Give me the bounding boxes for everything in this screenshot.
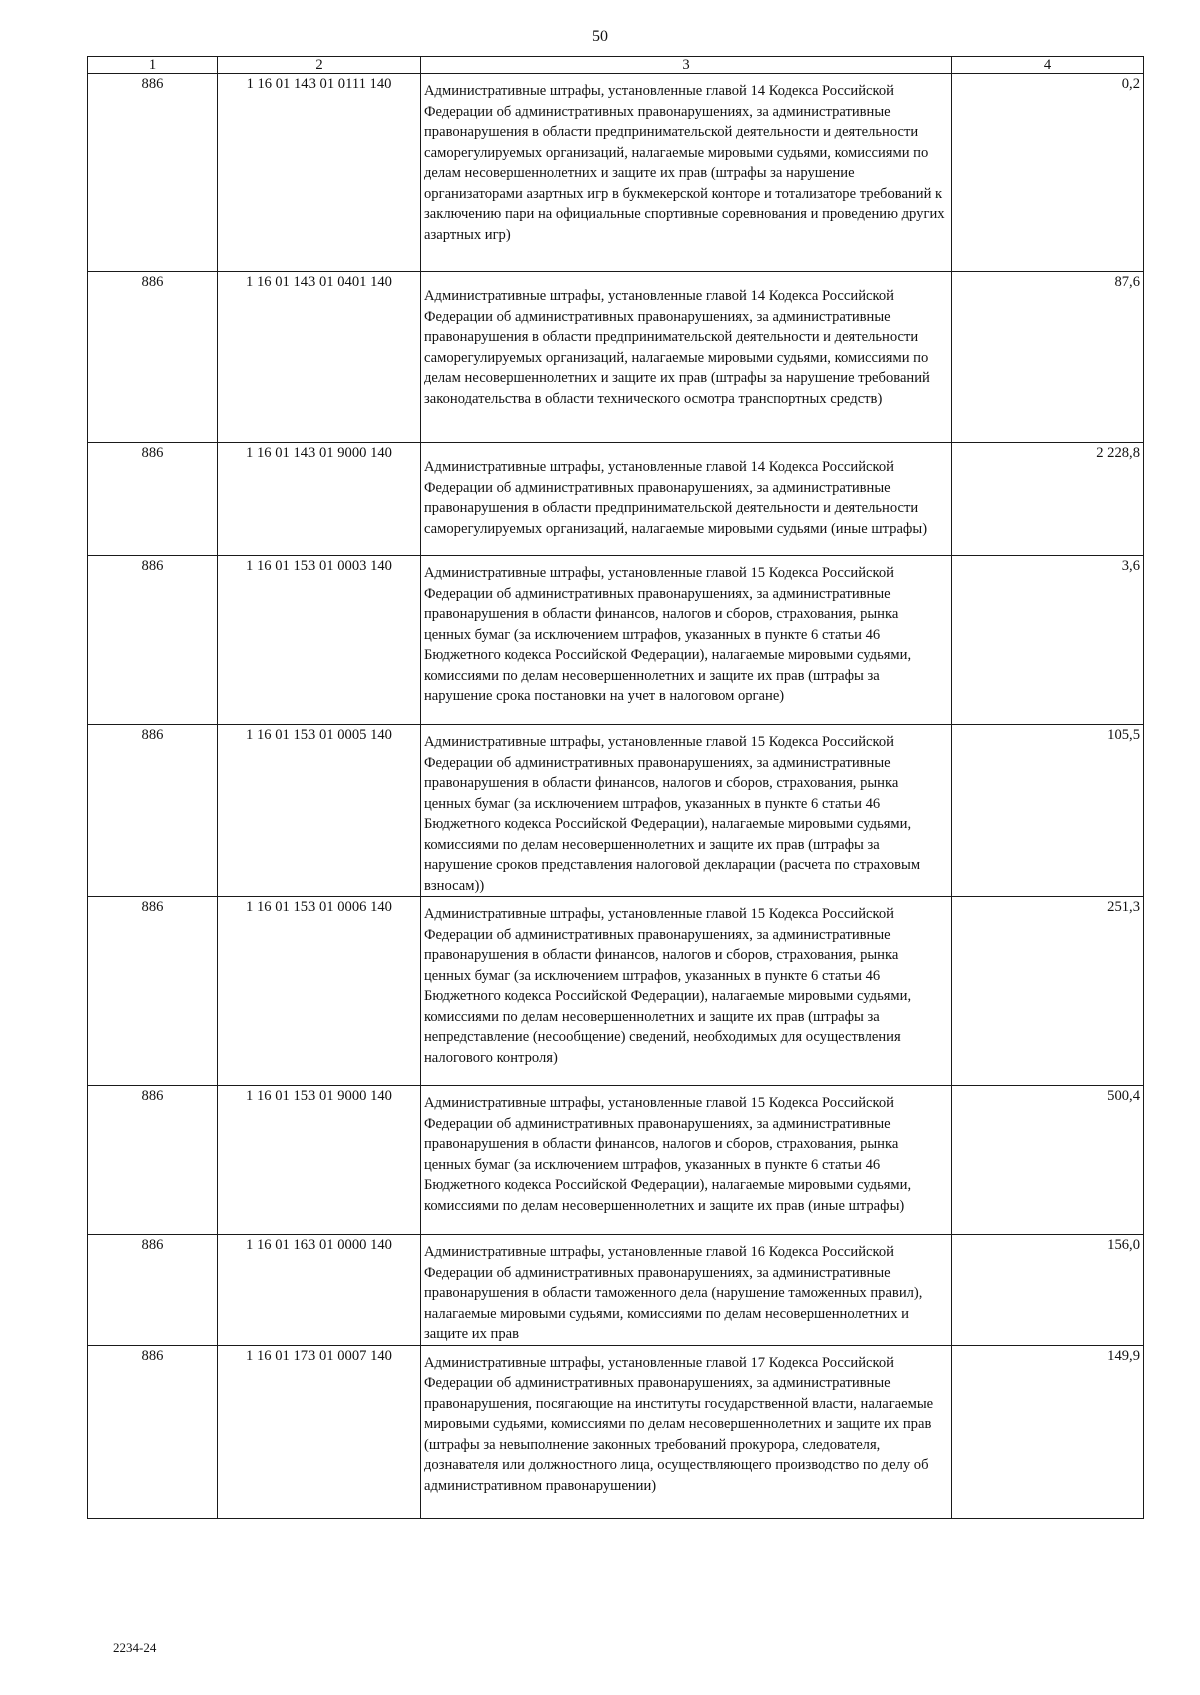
admin-code-cell: 886 — [88, 272, 218, 443]
amount-cell: 87,6 — [952, 272, 1144, 443]
admin-code-cell: 886 — [88, 725, 218, 897]
description-cell — [421, 1086, 952, 1235]
budget-code-cell: 1 16 01 173 01 0007 140 — [218, 1345, 421, 1518]
table-row — [88, 725, 1144, 897]
budget-code-cell: 1 16 01 153 01 0003 140 — [218, 556, 421, 725]
budget-revenue-table — [87, 56, 1144, 1519]
budget-code-cell: 1 16 01 153 01 0006 140 — [218, 897, 421, 1086]
column-header-3: 3 — [421, 57, 952, 74]
table-row — [88, 443, 1144, 556]
description-cell — [421, 725, 952, 897]
admin-code-cell: 886 — [88, 897, 218, 1086]
amount-cell: 149,9 — [952, 1345, 1144, 1518]
page-number: 50 — [592, 28, 608, 45]
description-text: Административные штрафы, установленные главой 14 Кодекса Российской Федерации об административных правонарушениях, за административные правонарушения в области предпринимательской деятельности и деятельности саморегулируемых организаций, налагаемые мировыми судьями, комиссиями по делам несовершеннолетних и защите их прав (штрафы за нарушение требований законодательства в области технического осмотра транспортных средств) — [424, 288, 930, 407]
description-cell — [421, 897, 952, 1086]
budget-code-cell: 1 16 01 143 01 0401 140 — [218, 272, 421, 443]
amount-cell: 500,4 — [952, 1086, 1144, 1235]
budget-code-cell: 1 16 01 153 01 0005 140 — [218, 725, 421, 897]
admin-code-cell: 886 — [88, 1235, 218, 1346]
column-header-1: 1 — [88, 57, 218, 74]
admin-code-cell: 886 — [88, 74, 218, 272]
description-text: Административные штрафы, установленные главой 16 Кодекса Российской Федерации об административных правонарушениях, за административные правонарушения в области таможенного дела (нарушение таможенных правил), налагаемые мировыми судьями, комиссиями по делам несовершеннолетних и защите их прав — [424, 1244, 923, 1342]
description-text: Административные штрафы, установленные главой 14 Кодекса Российской Федерации об административных правонарушениях, за административные правонарушения в области предпринимательской деятельности и деятельности саморегулируемых организаций, налагаемые мировыми судьями (иные штрафы) — [424, 459, 928, 537]
table-row — [88, 556, 1144, 725]
budget-code-cell: 1 16 01 143 01 0111 140 — [218, 74, 421, 272]
amount-cell: 0,2 — [952, 74, 1144, 272]
description-text: Административные штрафы, установленные главой 14 Кодекса Российской Федерации об административных правонарушениях, за административные правонарушения в области предпринимательской деятельности и деятельности саморегулируемых организаций, налагаемые мировыми судьями, комиссиями по делам несовершеннолетних и защите их прав (штрафы за нарушение организаторами азартных игр в букмекерской конторе и тотализаторе требований к заключению пари на официальные спортивные соревнования и проведению других азартных игр) — [424, 83, 945, 243]
description-text: Административные штрафы, установленные главой 15 Кодекса Российской Федерации об административных правонарушениях, за административные правонарушения в области финансов, налогов и сборов, страхования, рынка ценных бумаг (за исключением штрафов, указанных в пункте 6 статьи 46 Бюджетного кодекса Российской Федерации), налагаемые мировыми судьями, комиссиями по делам несовершеннолетних и защите их прав (штрафы за нарушение сроков представления налоговой декларации (расчета по страховым взносам)) — [424, 734, 921, 894]
description-cell — [421, 74, 952, 272]
description-cell — [421, 1235, 952, 1346]
admin-code-cell: 886 — [88, 443, 218, 556]
amount-cell: 105,5 — [952, 725, 1144, 897]
budget-code-cell: 1 16 01 163 01 0000 140 — [218, 1235, 421, 1346]
description-text: Административные штрафы, установленные главой 15 Кодекса Российской Федерации об административных правонарушениях, за административные правонарушения в области финансов, налогов и сборов, страхования, рынка ценных бумаг (за исключением штрафов, указанных в пункте 6 статьи 46 Бюджетного кодекса Российской Федерации), налагаемые мировыми судьями, комиссиями по делам несовершеннолетних и защите их прав (иные штрафы) — [424, 1095, 912, 1214]
amount-cell: 2 228,8 — [952, 443, 1144, 556]
admin-code-cell: 886 — [88, 556, 218, 725]
budget-code-cell: 1 16 01 153 01 9000 140 — [218, 1086, 421, 1235]
admin-code-cell: 886 — [88, 1086, 218, 1235]
column-header-2: 2 — [218, 57, 421, 74]
column-header-4: 4 — [952, 57, 1144, 74]
table-row — [88, 1345, 1144, 1518]
table-row — [88, 897, 1144, 1086]
admin-code-cell: 886 — [88, 1345, 218, 1518]
description-text: Административные штрафы, установленные главой 15 Кодекса Российской Федерации об административных правонарушениях, за административные правонарушения в области финансов, налогов и сборов, страхования, рынка ценных бумаг (за исключением штрафов, указанных в пункте 6 статьи 46 Бюджетного кодекса Российской Федерации), налагаемые мировыми судьями, комиссиями по делам несовершеннолетних и защите их прав (штрафы за нарушение срока постановки на учет в налоговом органе) — [424, 565, 912, 704]
document-footer-code: 2234-24 — [113, 1640, 157, 1655]
table-header-row — [88, 57, 1144, 74]
budget-code-cell: 1 16 01 143 01 9000 140 — [218, 443, 421, 556]
table-row — [88, 1235, 1144, 1346]
description-cell — [421, 443, 952, 556]
description-cell — [421, 556, 952, 725]
description-text: Административные штрафы, установленные главой 17 Кодекса Российской Федерации об административных правонарушениях, за административные правонарушения, посягающие на институты государственной власти, налагаемые мировыми судьями, комиссиями по делам несовершеннолетних и защите их прав (штрафы за невыполнение законных требований прокурора, следователя, дознавателя или должностного лица, осуществляющего производство по делу об административном правонарушении) — [424, 1354, 934, 1494]
amount-cell: 156,0 — [952, 1235, 1144, 1346]
description-cell — [421, 1345, 952, 1518]
description-text: Административные штрафы, установленные главой 15 Кодекса Российской Федерации об административных правонарушениях, за административные правонарушения в области финансов, налогов и сборов, страхования, рынка ценных бумаг (за исключением штрафов, указанных в пункте 6 статьи 46 Бюджетного кодекса Российской Федерации), налагаемые мировыми судьями, комиссиями по делам несовершеннолетних и защите их прав (штрафы за непредставление (несообщение) сведений, необходимых для осуществления налогового контроля) — [424, 906, 912, 1066]
description-cell — [421, 272, 952, 443]
table-row — [88, 1086, 1144, 1235]
table-row — [88, 272, 1144, 443]
table-row — [88, 74, 1144, 272]
amount-cell: 3,6 — [952, 556, 1144, 725]
amount-cell: 251,3 — [952, 897, 1144, 1086]
